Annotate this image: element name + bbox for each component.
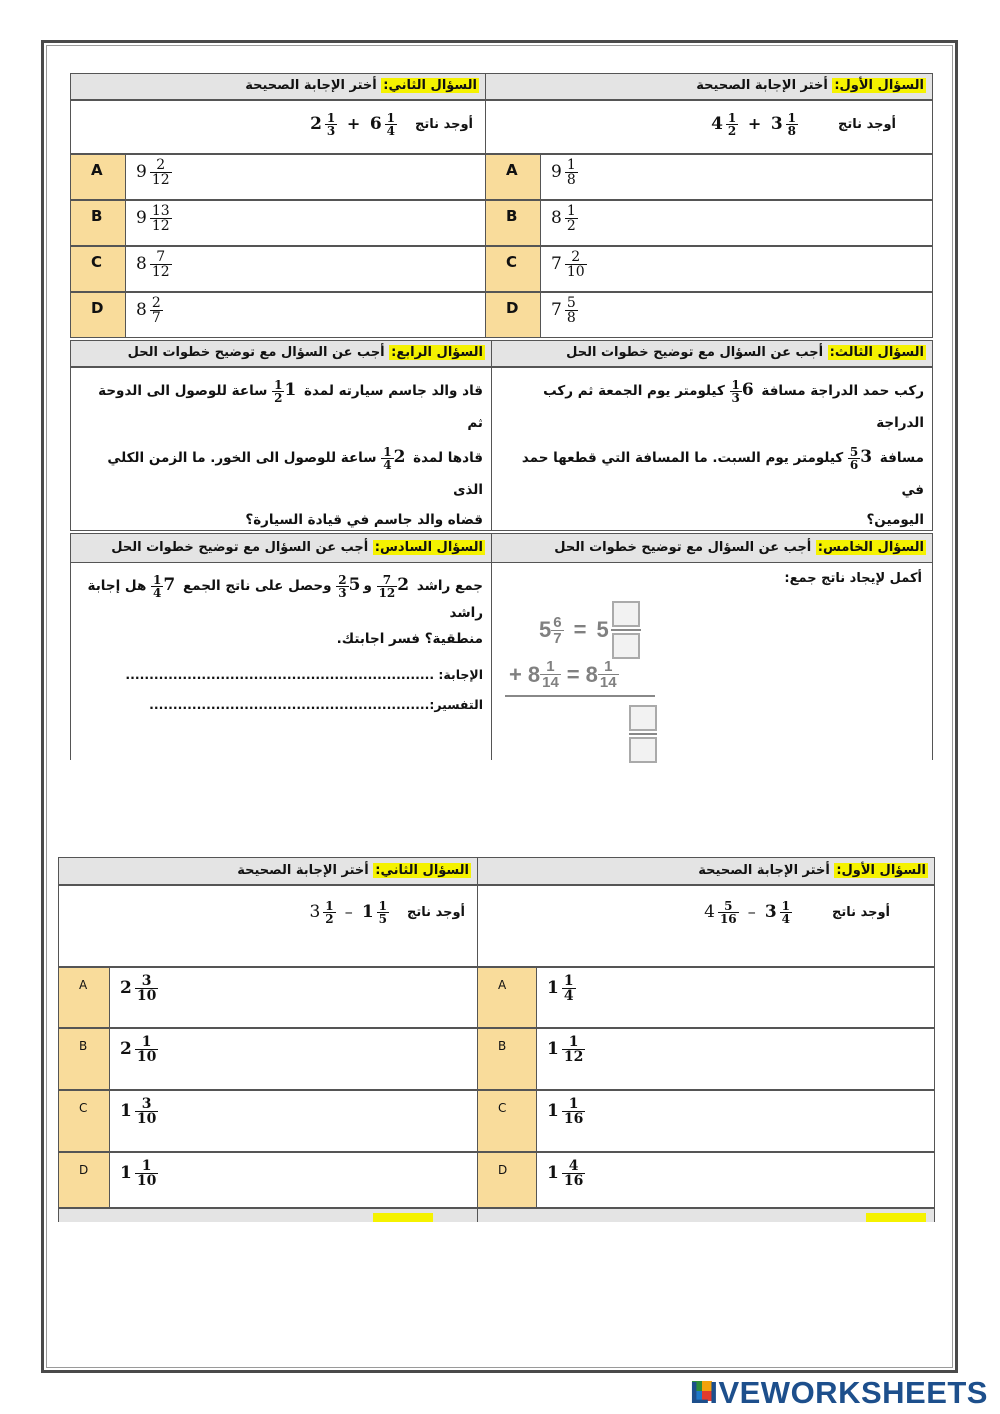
q6-line-1: جمع راشد 2 $\frac{7}{12}$ و5 $\frac{2}{3}$ وحصل على ناتج الجمع 7 $\frac{1}{4}$ هل إجابة راشد	[87, 572, 483, 622]
s2-q1-option-b[interactable]: 1 $\frac{1}{12}$	[536, 1028, 935, 1090]
s2-q1-option-c[interactable]: 1 $\frac{1}{16}$	[536, 1090, 935, 1152]
s2-q1-expression-cell	[477, 885, 935, 967]
q4-title-highlight: السؤال الرابع:	[391, 345, 483, 360]
q1-option-c-letter[interactable]: C	[485, 246, 541, 292]
q5-row1-denominator-box[interactable]	[612, 633, 640, 659]
q2-header	[70, 73, 486, 100]
s2-q2-title: أختر الإجابة الصحيحة	[237, 863, 374, 878]
q1-option-d-letter[interactable]: D	[485, 292, 541, 338]
q2-title: أختر الإجابة الصحيحة	[245, 78, 382, 93]
q1-option-c[interactable]: 7 $\frac{2}{10}$	[540, 246, 933, 292]
q2-option-a[interactable]: 9 $\frac{2}{12}$	[125, 154, 486, 200]
q5-result-fraction	[629, 705, 657, 763]
s2-q2-option-c[interactable]: 1 $\frac{3}{10}$	[109, 1090, 478, 1152]
q3-title: أجب عن السؤال مع توضيح خطوات الحل	[566, 345, 828, 360]
s2-q1-option-b-letter[interactable]: B	[477, 1028, 537, 1090]
q2-option-b-letter[interactable]: B	[70, 200, 126, 246]
q2-option-a-letter[interactable]: A	[70, 154, 126, 200]
s2-q2-option-b-letter[interactable]: B	[58, 1028, 110, 1090]
s2-q1-option-a[interactable]: 1 $\frac{1}{4}$	[536, 967, 935, 1028]
q5-body	[491, 563, 933, 760]
q6-answer-line[interactable]: الإجابة: .................................................................	[125, 667, 483, 682]
q6-title: أجب عن السؤال مع توضيح خطوات الحل	[111, 540, 373, 555]
q1-title: أختر الإجابة الصحيحة	[696, 78, 833, 93]
q3-line-3: اليومين؟	[866, 512, 924, 529]
s2-q1-prompt: أوجد ناتج	[832, 905, 890, 920]
q6-title-highlight: السؤال السادس:	[374, 540, 483, 555]
q1-expression-cell	[485, 100, 933, 154]
q3-header	[491, 340, 933, 367]
q4-line-3: قضاه والد جاسم في قيادة السيارة؟	[245, 512, 483, 529]
q5-title-highlight: السؤال الخامس:	[817, 540, 924, 555]
q4-line-1: قاد والد جاسم سيارته لمدة 1 $\frac{1}{2}$ ساعة للوصول الى الدوحة ثم	[98, 377, 483, 432]
s2-q2-expression-cell	[58, 885, 478, 967]
s2-q1-title: أختر الإجابة الصحيحة	[698, 863, 835, 878]
brand-wordmark: LIVEWORKSHEETS	[689, 1375, 988, 1410]
q1-option-a[interactable]: 9 $\frac{1}{8}$	[540, 154, 933, 200]
q4-body	[70, 367, 492, 531]
s2-q1-title-highlight: السؤال الأول:	[836, 863, 926, 878]
s2-q2-option-c-letter[interactable]: C	[58, 1090, 110, 1152]
s2-q1-header	[477, 857, 935, 885]
q5-lead: أكمل لإيجاد ناتج جمع:	[784, 571, 922, 586]
s2-q2-option-a-letter[interactable]: A	[58, 967, 110, 1028]
q1-option-d[interactable]: 7 $\frac{5}{8}$	[540, 292, 933, 338]
q3-title-highlight: السؤال الثالث:	[829, 345, 924, 360]
q2-option-d-letter[interactable]: D	[70, 292, 126, 338]
s2-q1-expression: 4 $\frac{5}{16}$ – 3 $\frac{1}{4}$	[704, 899, 791, 926]
s2-q2-option-a[interactable]: 2 $\frac{3}{10}$	[109, 967, 478, 1028]
s2-q1-option-c-letter[interactable]: C	[477, 1090, 537, 1152]
s2-q2-title-highlight: السؤال الثاني:	[375, 863, 469, 878]
q1-header	[485, 73, 933, 100]
q1-title-highlight: السؤال الأول:	[834, 78, 924, 93]
q5-result-denominator-box[interactable]	[629, 737, 657, 763]
q5-header	[491, 533, 933, 563]
q5-result-numerator-box[interactable]	[629, 705, 657, 731]
s2-q1-option-d-letter[interactable]: D	[477, 1152, 537, 1208]
q2-expression-cell	[70, 100, 486, 154]
s2-q1-option-d[interactable]: 1 $\frac{4}{16}$	[536, 1152, 935, 1208]
q5-row-1: 5 $\frac{6}{7}$ = 5	[539, 601, 641, 659]
q2-expression: 2 $\frac{1}{3}$ + 6 $\frac{1}{4}$	[310, 111, 396, 138]
q2-option-b[interactable]: 9 $\frac{13}{12}$	[125, 200, 486, 246]
q6-line-2: منطقية؟ فسر اجابتك.	[336, 630, 483, 647]
q1-prompt: أوجد ناتج	[838, 117, 896, 132]
q2-option-d[interactable]: 8 $\frac{2}{7}$	[125, 292, 486, 338]
q3-line-1: ركب حمد الدراجة مسافة 6 $\frac{1}{3}$ كيلومتر يوم الجمعة ثم ركب الدراجة	[543, 377, 924, 432]
q4-line-2: قادها لمدة 2 $\frac{1}{4}$ ساعة للوصول الى الخور. ما الزمن الكلي الذى	[107, 444, 483, 499]
q1-option-a-letter[interactable]: A	[485, 154, 541, 200]
q1-option-b[interactable]: 8 $\frac{1}{2}$	[540, 200, 933, 246]
q1-expression: 4 $\frac{1}{2}$ + 3 $\frac{1}{8}$	[711, 111, 797, 138]
q3-body	[491, 367, 933, 531]
q5-sum-line	[505, 695, 655, 697]
q3-line-2: مسافة 3 $\frac{5}{6}$ كيلومتر يوم السبت. ما المسافة التي قطعها حمد في	[521, 444, 924, 499]
s2-q2-option-d[interactable]: 1 $\frac{1}{10}$	[109, 1152, 478, 1208]
q5-row-2: + 8 $\frac{1}{14}$ = 8 $\frac{1}{14}$	[509, 658, 617, 691]
q2-prompt: أوجد ناتج	[415, 117, 473, 132]
s2-q1-option-a-letter[interactable]: A	[477, 967, 537, 1028]
s2-q2-prompt: أوجد ناتج	[407, 905, 465, 920]
s2-q2-option-b[interactable]: 2 $\frac{1}{10}$	[109, 1028, 478, 1090]
q5-row1-numerator-box[interactable]	[612, 601, 640, 627]
q2-option-c[interactable]: 8 $\frac{7}{12}$	[125, 246, 486, 292]
s2-q2-header	[58, 857, 478, 885]
s2-q2-option-d-letter[interactable]: D	[58, 1152, 110, 1208]
s2-q2-expression: 3 $\frac{1}{2}$ – 1 $\frac{1}{5}$	[309, 899, 388, 926]
s2-cutoff-header-strip	[58, 1208, 935, 1222]
q4-header	[70, 340, 492, 367]
q4-title: أجب عن السؤال مع توضيح خطوات الحل	[127, 345, 390, 360]
q2-option-c-letter[interactable]: C	[70, 246, 126, 292]
q2-title-highlight: السؤال الثاني:	[383, 78, 477, 93]
q6-header	[70, 533, 492, 563]
q6-explanation-line[interactable]: التفسير:...........................................................	[149, 697, 483, 712]
q5-title: أجب عن السؤال مع توضيح خطوات الحل	[554, 540, 816, 555]
q6-body	[70, 563, 492, 760]
q1-option-b-letter[interactable]: B	[485, 200, 541, 246]
